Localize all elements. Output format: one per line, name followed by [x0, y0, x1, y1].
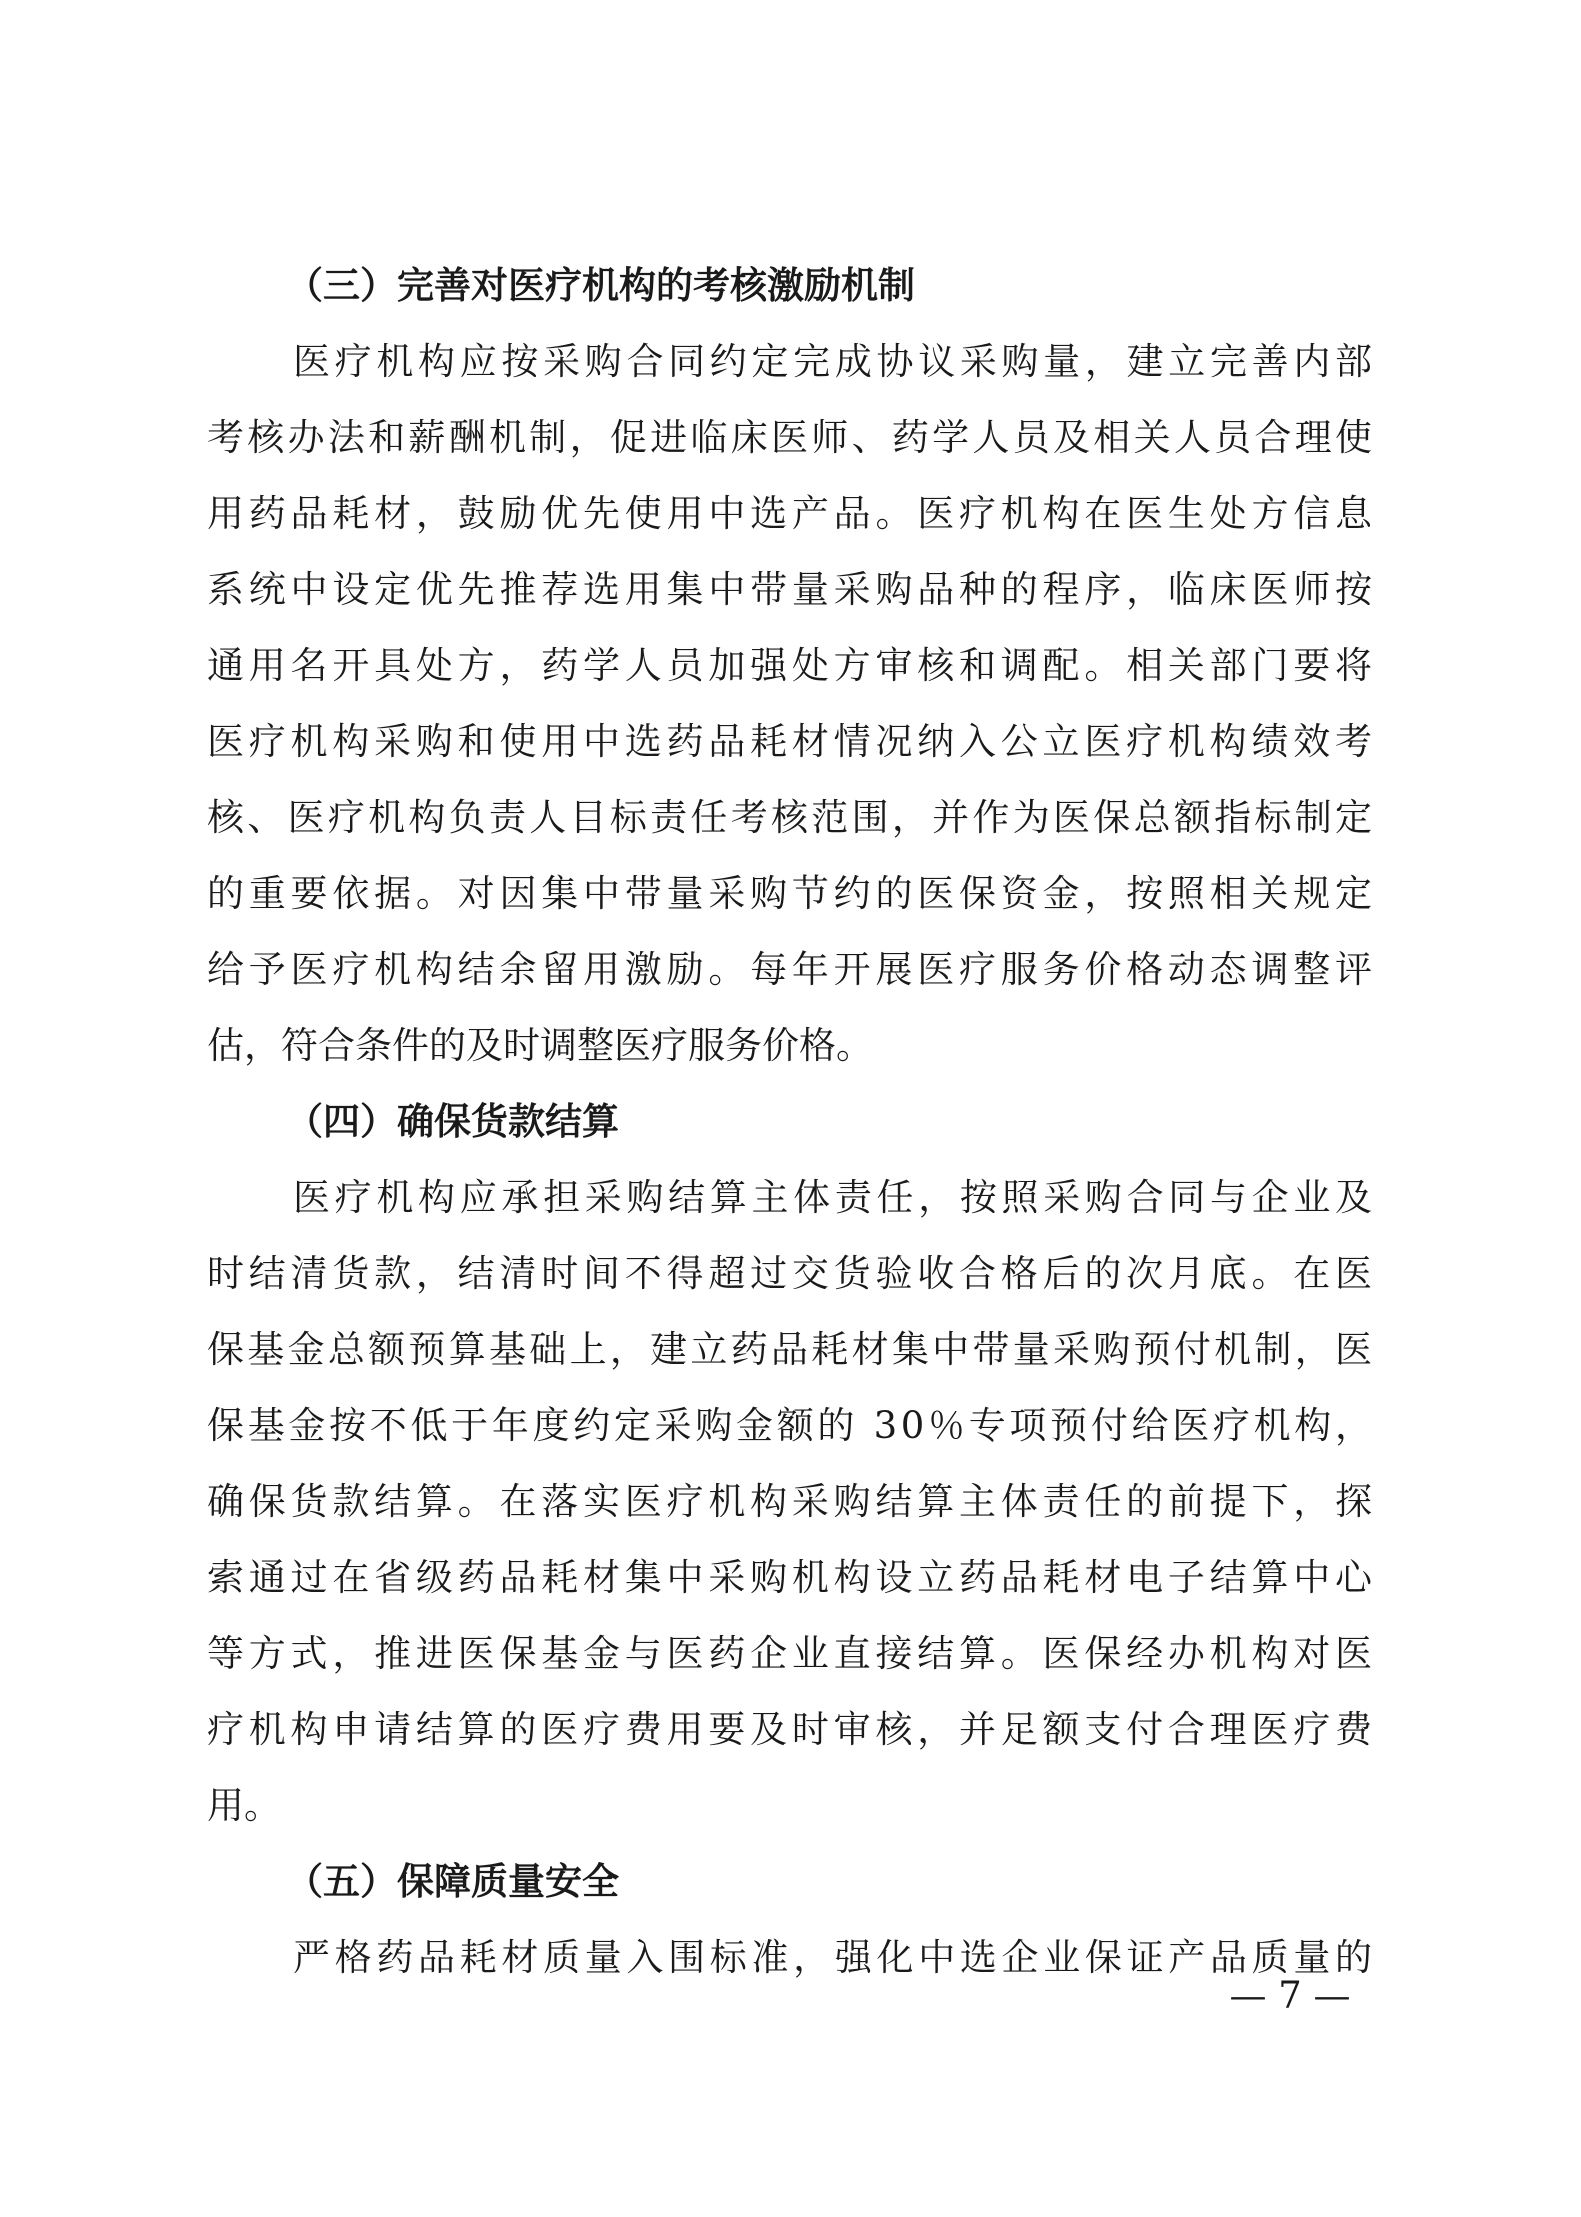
paragraph-line: [0, 552, 1581, 628]
paragraph-line: [0, 628, 1581, 704]
line-text: 核、医疗机构负责人目标责任考核范围，并作为医保总额指标制定: [207, 796, 1376, 839]
heading-text: （三）完善对医疗机构的考核激励机制: [286, 264, 915, 307]
paragraph-line: [0, 400, 1581, 476]
page-number: — 7 —: [1229, 1974, 1351, 2017]
line-text: 的重要依据。对因集中带量采购节约的医保资金，按照相关规定: [207, 872, 1377, 915]
line-text: 用。: [207, 1784, 281, 1827]
line-text: 估，符合条件的及时调整医疗服务价格。: [207, 1024, 873, 1067]
heading-text: （五）保障质量安全: [286, 1860, 619, 1903]
paragraph-line: [0, 476, 1581, 552]
paragraph-line: [0, 1160, 1581, 1236]
paragraph-line: [0, 1616, 1581, 1692]
paragraph-line: [0, 1768, 1581, 1844]
line-text: 给予医疗机构结余留用激励。每年开展医疗服务价格动态调整评: [207, 948, 1377, 991]
line-text: 等方式，推进医保基金与医药企业直接结算。医保经办机构对医: [207, 1632, 1377, 1675]
paragraph-line: [0, 1464, 1581, 1540]
line-text: 疗机构申请结算的医疗费用要及时审核，并足额支付合理医疗费: [207, 1708, 1377, 1751]
heading-text: （四）确保货款结算: [286, 1100, 619, 1143]
line-text: 严格药品耗材质量入围标准，强化中选企业保证产品质量的: [293, 1936, 1377, 1979]
paragraph-line: [0, 1008, 1581, 1084]
line-text: 索通过在省级药品耗材集中采购机构设立药品耗材电子结算中心: [207, 1556, 1377, 1599]
section-heading-4: [0, 1084, 1581, 1160]
paragraph-line: [0, 1692, 1581, 1768]
paragraph-line: [0, 932, 1581, 1008]
paragraph-line: [0, 856, 1581, 932]
line-text: 用药品耗材，鼓励优先使用中选产品。医疗机构在医生处方信息: [207, 492, 1377, 535]
paragraph-line: [0, 704, 1581, 780]
line-text: 医疗机构应承担采购结算主体责任，按照采购合同与企业及: [293, 1176, 1377, 1219]
section-heading-3: [0, 248, 1581, 324]
line-text: 医疗机构采购和使用中选药品耗材情况纳入公立医疗机构绩效考: [207, 720, 1377, 763]
paragraph-line: [0, 324, 1581, 400]
line-text: 系统中设定优先推荐选用集中带量采购品种的程序，临床医师按: [207, 568, 1377, 611]
paragraph-line: [0, 1540, 1581, 1616]
line-text: 保基金总额预算基础上，建立药品耗材集中带量采购预付机制，医: [207, 1328, 1376, 1371]
line-text: 医疗机构应按采购合同约定完成协议采购量，建立完善内部: [293, 340, 1377, 383]
line-text: 确保货款结算。在落实医疗机构采购结算主体责任的前提下，探: [207, 1480, 1377, 1523]
paragraph-line: [0, 780, 1581, 856]
paragraph-line: [0, 1388, 1581, 1464]
line-text: 考核办法和薪酬机制，促进临床医师、药学人员及相关人员合理使: [207, 416, 1376, 459]
section-heading-5: [0, 1844, 1581, 1920]
paragraph-line: [0, 1312, 1581, 1388]
paragraph-line: [0, 1236, 1581, 1312]
line-text: 通用名开具处方，药学人员加强处方审核和调配。相关部门要将: [207, 644, 1377, 687]
line-text: 时结清货款，结清时间不得超过交货验收合格后的次月底。在医: [207, 1252, 1377, 1295]
line-text: 保基金按不低于年度约定采购金额的 30％专项预付给医疗机构，: [207, 1404, 1376, 1447]
